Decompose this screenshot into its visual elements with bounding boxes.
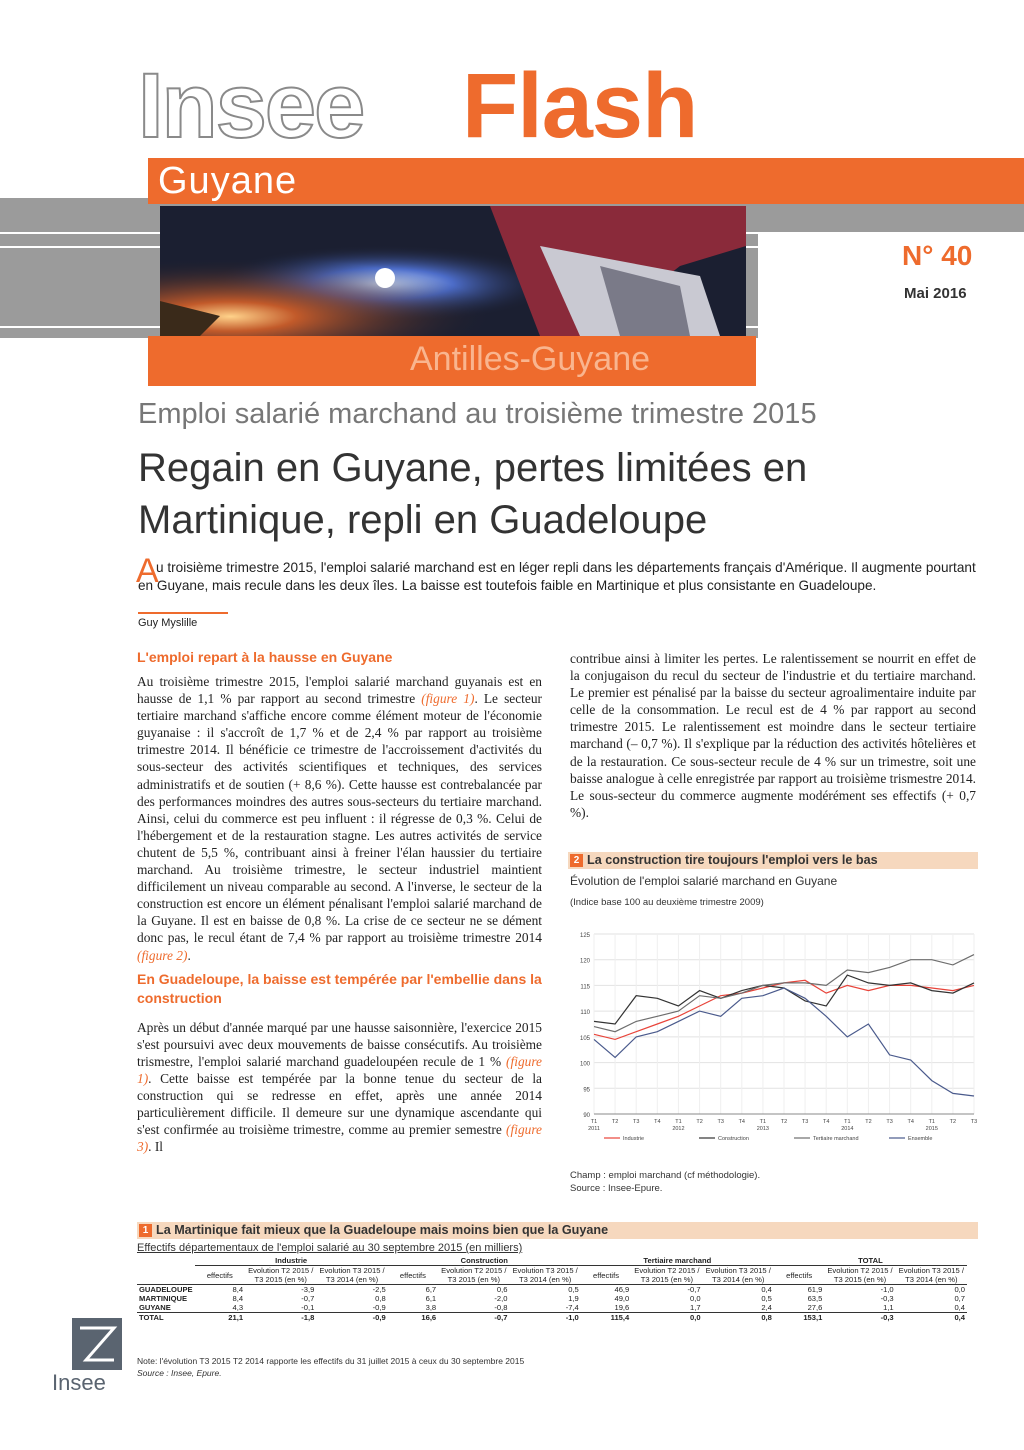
table-cell: 0,5 <box>568 1285 579 1294</box>
table-col-header: Evolution T3 2015 / T3 2014 (en %) <box>896 1266 967 1285</box>
table-row <box>137 1313 967 1323</box>
table-group-header: Tertiaire marchand <box>581 1256 774 1266</box>
figure-ref-link[interactable]: (figure 1) <box>421 691 475 707</box>
figure1-title: La Martinique fait mieux que la Guadeloupe mais moins bien que la Guyane <box>156 1223 609 1237</box>
table-cell: -0,3 <box>880 1294 894 1303</box>
brand-insee: Insee <box>138 55 364 157</box>
table-cell: -2,5 <box>372 1285 386 1294</box>
figure-ref-link[interactable]: (figure 3) <box>137 1122 542 1155</box>
legend-label: Ensemble <box>908 1136 933 1142</box>
table-cell: 0,0 <box>690 1294 701 1303</box>
table-cell: 61,9 <box>807 1285 823 1294</box>
table-cell: 27,6 <box>807 1303 823 1312</box>
table-cell: 0,8 <box>375 1294 386 1303</box>
table-cell: -0,1 <box>301 1303 315 1312</box>
table-cell: -0,8 <box>494 1303 508 1312</box>
table-cell: 8,4 <box>232 1285 244 1294</box>
table-col-header: Evolution T2 2015 / T3 2015 (en %) <box>438 1266 509 1285</box>
table-cell: 21,1 <box>195 1313 245 1323</box>
table-col-header: Evolution T2 2015 / T3 2015 (en %) <box>631 1266 702 1285</box>
issue-date: Mai 2016 <box>904 285 967 302</box>
x-tick-label: T4 <box>823 1119 830 1125</box>
x-tick-label: T3 <box>970 1119 978 1125</box>
right-column-text: contribue ainsi à limiter les pertes. Le ralentissement se nourrit en effet de la conjugaison du recul du secteur de l'industrie et du tertiaire marchand. Le premier est pénalisé par la baisse du secteur agroalimentaire induite par celle de la consommation. Le recul est de 4 % par rapport au second trimestre 2015. Le ralentissement est moindre dans le secteur tertiaire marchand (– 0,7 %). Il s'explique par la réduction des activités hôtelières et de la restauration. Ce sous-secteur recule de 4 % sur un trimestre, soit une baisse analogue à celle enregistrée par rapport au troisième trismestre 2014. Le sous-secteur du commerce augmente modérément ses effectifs (+ 0,7 %). <box>570 651 976 820</box>
figure2-note-source: Source : Insee-Epure. <box>570 1183 663 1194</box>
sub-region-label: Antilles-Guyane <box>410 340 651 378</box>
table-cell: 49,0 <box>614 1294 630 1303</box>
y-tick-label: 95 <box>583 1087 590 1094</box>
table-col-header: effectifs <box>774 1266 824 1285</box>
table-col-header: Evolution T3 2015 / T3 2014 (en %) <box>316 1266 387 1285</box>
x-tick-label: T2 <box>949 1119 957 1125</box>
figure2-title: La construction tire toujours l'emploi vers le bas <box>587 853 878 867</box>
table-cell: 8,4 <box>232 1294 244 1303</box>
table-col-header: Evolution T2 2015 / T3 2015 (en %) <box>245 1266 316 1285</box>
table-cell: 0,0 <box>954 1285 965 1294</box>
figure1-header <box>137 1222 978 1239</box>
left-column <box>137 648 542 1155</box>
table-row <box>137 1303 967 1313</box>
table-cell: 0,0 <box>631 1313 702 1323</box>
x-tick-label: T1 <box>928 1119 935 1125</box>
table-cell: 0,8 <box>703 1313 774 1323</box>
brand-flash: Flash <box>462 55 698 157</box>
table-cell: 3,8 <box>425 1303 437 1312</box>
table-cell: 0,4 <box>954 1303 965 1312</box>
table-subheader-row <box>137 1266 967 1285</box>
body-text: . Il <box>148 1139 164 1155</box>
x-tick-year-label: 2014 <box>841 1126 854 1132</box>
x-tick-label: T3 <box>801 1119 809 1125</box>
x-tick-label: T4 <box>738 1119 745 1125</box>
table-cell: -0,7 <box>438 1313 509 1323</box>
x-tick-label: T2 <box>611 1119 619 1125</box>
body-text: . <box>187 947 191 963</box>
figure2-index-note: (Indice base 100 au deuxième trimestre 2009) <box>570 897 764 908</box>
table-cell: -3,9 <box>301 1285 315 1294</box>
y-tick-label: 105 <box>579 1035 590 1042</box>
figure1-subtitle: Effectifs départementaux de l'emploi salarié au 30 septembre 2015 (en milliers) <box>137 1242 523 1254</box>
table-cell: 1,1 <box>883 1303 894 1312</box>
table-cell: 0,5 <box>761 1294 772 1303</box>
table-cell: 4,3 <box>232 1303 244 1312</box>
table-group-header: Industrie <box>195 1256 388 1266</box>
figure1-table-wrap <box>137 1256 967 1322</box>
x-tick-year-label: 2011 <box>588 1126 600 1132</box>
y-tick-label: 120 <box>579 958 590 965</box>
section-body-guyane <box>137 673 542 964</box>
article-author: Guy Myslille <box>138 617 198 629</box>
issue-box <box>758 232 1024 338</box>
table-corner <box>137 1256 195 1266</box>
x-tick-label: T3 <box>886 1119 893 1125</box>
table-cell: 153,1 <box>774 1313 824 1323</box>
header-photo <box>160 206 746 336</box>
x-tick-year-label: 2015 <box>925 1126 938 1132</box>
x-tick-label: T2 <box>696 1119 703 1125</box>
lead-rule <box>138 612 228 614</box>
x-tick-label: T1 <box>844 1119 851 1125</box>
table-cell: 0,6 <box>496 1285 508 1294</box>
section-title-guyane: L'emploi repart à la hausse en Guyane <box>137 649 393 665</box>
x-tick-year-label: 2012 <box>672 1126 685 1132</box>
figure1-source: Source : Insee, Epure. <box>137 1368 222 1378</box>
table-col-header: Evolution T3 2015 / T3 2014 (en %) <box>703 1266 774 1285</box>
table-cell: -1,0 <box>509 1313 580 1323</box>
table-cell: -0,7 <box>687 1285 701 1294</box>
table-cell: 6,1 <box>425 1294 437 1303</box>
article-kicker: Emploi salarié marchand au troisième trimestre 2015 <box>138 398 817 430</box>
table-col-header: effectifs <box>195 1266 245 1285</box>
table-cell: 19,6 <box>614 1303 630 1312</box>
x-tick-label: T2 <box>780 1119 788 1125</box>
table-cell: 1,9 <box>568 1294 579 1303</box>
table-group-row <box>137 1256 967 1266</box>
body-text: Au troisième trimestre 2015, l'emploi salarié marchand guyanais est en hausse de 1,1 % par rapport au second trimestre <box>137 674 542 707</box>
table-cell: 115,4 <box>581 1313 631 1323</box>
body-text: Après un début d'année marqué par une hausse saisonnière, l'exercice 2015 s'est poursuivi avec deux mouvements de baisse consécutifs. Au troisième trismestre, l'emploi salarié marchand guadeloupéen recule de 1 % <box>137 1019 542 1069</box>
table-cell: 0,7 <box>954 1294 965 1303</box>
x-tick-label: T2 <box>865 1119 872 1125</box>
table-cell: -1,8 <box>245 1313 316 1323</box>
table-cell: 6,7 <box>425 1285 437 1294</box>
table-cell: -0,9 <box>372 1303 386 1312</box>
table-cell: -2,0 <box>494 1294 508 1303</box>
table-cell: -0,9 <box>316 1313 387 1323</box>
figure-ref-link[interactable]: (figure 1) <box>137 1053 542 1086</box>
region-label: Guyane <box>158 160 298 202</box>
table-cell: -0,7 <box>301 1294 315 1303</box>
legend-label: Construction <box>718 1136 749 1142</box>
table-col-header: effectifs <box>581 1266 631 1285</box>
table-cell: -0,3 <box>824 1313 895 1323</box>
table-cell: 2,4 <box>761 1303 772 1312</box>
y-tick-label: 90 <box>583 1113 590 1119</box>
x-tick-label: T4 <box>654 1119 661 1125</box>
section-body-guadeloupe <box>137 1019 542 1156</box>
figure2-subtitle: Évolution de l'emploi salarié marchand en Guyane <box>570 874 838 888</box>
figure-ref-link[interactable]: (figure 2) <box>137 947 188 963</box>
table-row <box>137 1285 967 1295</box>
table-cell: -7,4 <box>565 1303 579 1312</box>
table-cell: 63,5 <box>807 1294 823 1303</box>
section-title-guadeloupe: En Guadeloupe, la baisse est tempérée par l'embellie dans la construction <box>137 970 542 1006</box>
table-row-label: TOTAL <box>137 1313 195 1323</box>
x-tick-label: T3 <box>717 1119 724 1125</box>
figure2-chart <box>566 926 982 1167</box>
legend-label: Industrie <box>623 1136 645 1142</box>
line-chart <box>566 926 982 1162</box>
article-lead: u troisième trimestre 2015, l'emploi salarié marchand est en léger repli dans les départements français d'Amérique. Il augmente pourtant en Guyane, mais recule dans les deux îles. La baisse est toutefois faible en Martinique et plus consistante en Guadeloupe. <box>138 560 976 593</box>
x-tick-label: T1 <box>675 1119 682 1125</box>
y-tick-label: 115 <box>580 984 590 991</box>
table-row-label: MARTINIQUE <box>139 1294 188 1303</box>
table-group-header: TOTAL <box>774 1256 967 1266</box>
figure1-note: Note: l'évolution T3 2015 T2 2014 rapporte les effectifs du 31 juillet 2015 à ceux du 30 septembre 2015 <box>137 1356 525 1366</box>
table-cell: 0,4 <box>896 1313 967 1323</box>
figure2-note-champ: Champ : emploi marchand (cf méthodologie). <box>570 1170 761 1181</box>
table-col-header: Evolution T2 2015 / T3 2015 (en %) <box>824 1266 895 1285</box>
y-tick-label: 125 <box>579 933 590 939</box>
figure2-header <box>568 852 978 869</box>
x-tick-label: T4 <box>907 1119 914 1125</box>
table-cell: 16,6 <box>388 1313 438 1323</box>
table-group-header: Construction <box>388 1256 581 1266</box>
x-tick-year-label: 2013 <box>756 1126 770 1132</box>
insee-logo-mark <box>72 1318 122 1370</box>
body-text: . Cette baisse est tempérée par la bonne tenue du secteur de la construction qui se redresse en effet, après une année 2014 particulièrement difficile. Il demeure sur une dynamique ascendante qui s'est confirmée au troisième trimestre, comme au premier semestre <box>137 1070 542 1138</box>
y-tick-label: 100 <box>579 1061 590 1068</box>
table-cell: -1,0 <box>880 1285 894 1294</box>
figure1-table <box>137 1256 967 1322</box>
body-text: . Le secteur tertiaire marchand s'affiche encore comme élément moteur de l'économie guyanaise : il s'accroît de 1,7 % et de 2,4 % par rapport au troisième trimestre 2014. Il bénéficie ce trimestre de l'accroissement d'activités du sous-secteur des activités scientifiques et techniques, des services administratifs et de soutien (+ 8,6 %). Cette hausse est contrebalancée par des performances moindres des autres sous-secteurs du tertiaire marchand. Ainsi, celui du commerce est peu influent : il régresse de 0,3 %. Celui de l'hébergement et de la restauration stagne. Les autres activités de service chutent de 5,5 %, contribuant ainsi à freiner l'élan haussier du tertiaire marchand. Au troisième trimestre, le secteur industriel maintient difficilement un niveau comparable au second. A l'inverse, le secteur de la construction est encore un élément pénalisant l'emploi salarié marchand de la Guyane. Il est en baisse de 0,8 %. La crise de ce secteur ne se dément donc pas, le recul étant de 7,4 % par rapport au troisième trimestre 2014 <box>137 691 543 946</box>
y-tick-label: 110 <box>580 1010 590 1017</box>
table-corner <box>137 1266 195 1285</box>
table-cell: 46,9 <box>614 1285 630 1294</box>
article-title: Regain en Guyane, pertes limitées en Martinique, repli en Guadeloupe <box>138 446 808 542</box>
x-tick-label: T1 <box>590 1119 598 1125</box>
legend-label: Tertiaire marchand <box>813 1136 859 1142</box>
table-col-header: Evolution T3 2015 / T3 2014 (en %) <box>509 1266 580 1285</box>
x-tick-label: T3 <box>633 1119 640 1125</box>
issue-number: N° 40 <box>902 240 973 271</box>
table-cell: 1,7 <box>690 1303 701 1312</box>
x-tick-label: T1 <box>759 1119 767 1125</box>
table-row-label: GUYANE <box>139 1303 171 1312</box>
figure1-number: 1 <box>139 1224 152 1237</box>
table-cell: 0,4 <box>761 1285 772 1294</box>
insee-logo-text: Insee <box>52 1370 106 1395</box>
lead-dropcap: A <box>136 552 159 590</box>
figure2-number: 2 <box>570 854 583 867</box>
table-row <box>137 1294 967 1303</box>
table-body <box>137 1285 967 1323</box>
table-col-header: effectifs <box>388 1266 438 1285</box>
table-row-label: GUADELOUPE <box>139 1285 193 1294</box>
